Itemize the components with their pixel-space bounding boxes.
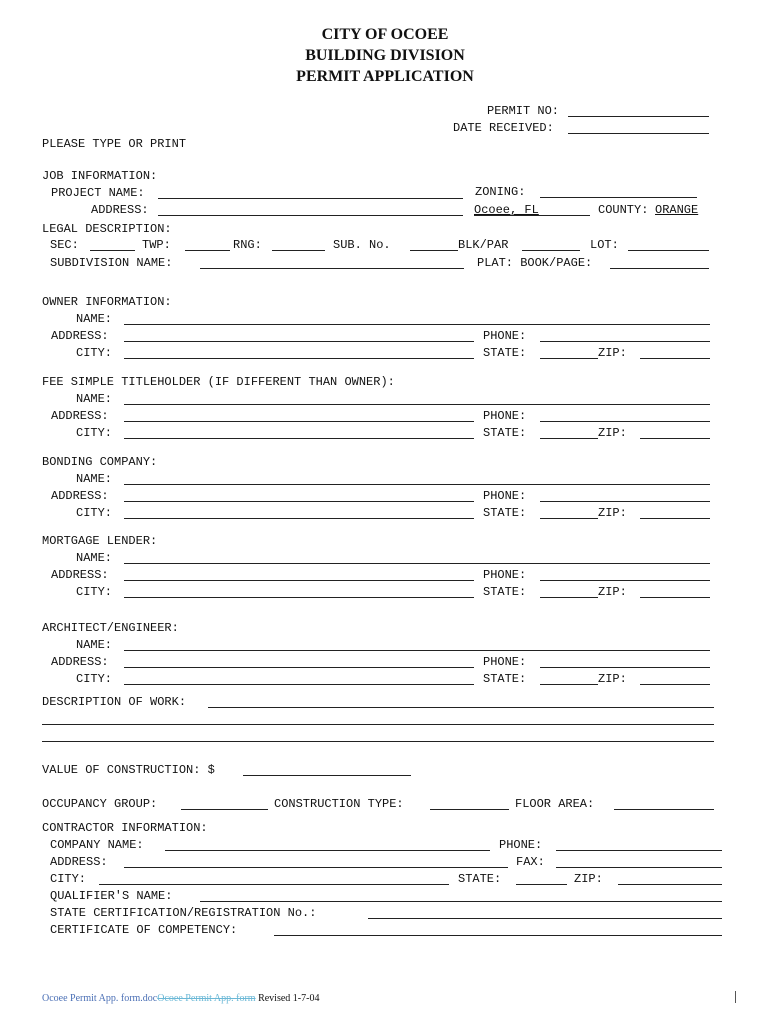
architect-phone-field[interactable] [540, 667, 710, 668]
project-name-field[interactable] [158, 198, 463, 199]
titleholder-phone-field[interactable] [540, 421, 710, 422]
mortgage-address-field[interactable] [124, 580, 474, 581]
architect-phone-label: PHONE: [483, 655, 527, 669]
rng-field[interactable] [272, 250, 325, 251]
job-info-heading: JOB INFORMATION: [42, 169, 158, 183]
floor-area-field[interactable] [614, 809, 714, 810]
owner-zip-field[interactable] [640, 358, 710, 359]
date-received-label: DATE RECEIVED: [453, 121, 554, 135]
titleholder-city-label: CITY: [76, 426, 113, 440]
titleholder-name-label: NAME: [76, 392, 113, 406]
architect-engineer-heading: ARCHITECT/ENGINEER: [42, 621, 179, 635]
contractor-address-label: ADDRESS: [50, 855, 108, 869]
job-address-field[interactable] [158, 215, 463, 216]
permit-no-field[interactable] [568, 116, 709, 117]
titleholder-state-field[interactable] [540, 438, 598, 439]
owner-state-field[interactable] [540, 358, 598, 359]
titleholder-name-field[interactable] [124, 404, 710, 405]
mortgage-phone-field[interactable] [540, 580, 710, 581]
bonding-zip-field[interactable] [640, 518, 710, 519]
owner-name-label: NAME: [76, 312, 113, 326]
architect-name-field[interactable] [124, 650, 710, 651]
contractor-state-label: STATE: [458, 872, 502, 886]
bonding-company-heading: BONDING COMPANY: [42, 455, 158, 469]
contractor-zip-label: ZIP: [574, 872, 603, 886]
mortgage-city-label: CITY: [76, 585, 113, 599]
state-certification-field[interactable] [368, 918, 722, 919]
architect-address-label: ADDRESS: [51, 655, 109, 669]
owner-name-field[interactable] [124, 324, 710, 325]
state-certification-label: STATE CERTIFICATION/REGISTRATION No.: [50, 906, 317, 920]
architect-city-field[interactable] [124, 684, 474, 685]
form-title-permit-application: PERMIT APPLICATION [296, 68, 474, 85]
construction-type-field[interactable] [430, 809, 509, 810]
architect-address-field[interactable] [124, 667, 474, 668]
lot-field[interactable] [628, 250, 709, 251]
titleholder-heading: FEE SIMPLE TITLEHOLDER (IF DIFFERENT THAN OWNER): [42, 375, 395, 389]
value-of-construction-field[interactable] [243, 775, 411, 776]
plat-book-page-label: PLAT: BOOK/PAGE: [477, 256, 593, 270]
mortgage-zip-field[interactable] [640, 597, 710, 598]
titleholder-city-field[interactable] [124, 438, 474, 439]
titleholder-zip-field[interactable] [640, 438, 710, 439]
job-city-underline [474, 215, 590, 216]
form-title-city: CITY OF OCOEE [321, 26, 449, 43]
bonding-phone-label: PHONE: [483, 489, 527, 503]
job-city-value: Ocoee, FL [474, 203, 539, 217]
mortgage-lender-heading: MORTGAGE LENDER: [42, 534, 158, 548]
architect-zip-label: ZIP: [598, 672, 627, 686]
legal-description-label: LEGAL DESCRIPTION: [42, 222, 172, 236]
bonding-city-field[interactable] [124, 518, 474, 519]
contractor-state-field[interactable] [516, 884, 567, 885]
sec-label: SEC: [50, 238, 79, 252]
plat-book-page-field[interactable] [610, 268, 709, 269]
subdivision-name-field[interactable] [200, 268, 464, 269]
bonding-name-field[interactable] [124, 484, 710, 485]
titleholder-address-label: ADDRESS: [51, 409, 109, 423]
twp-label: TWP: [142, 238, 171, 252]
mortgage-state-field[interactable] [540, 597, 598, 598]
bonding-state-field[interactable] [540, 518, 598, 519]
contractor-phone-label: PHONE: [499, 838, 543, 852]
contractor-zip-field[interactable] [618, 884, 722, 885]
job-address-label: ADDRESS: [91, 203, 149, 217]
bonding-address-label: ADDRESS: [51, 489, 109, 503]
footer-document-name: Ocoee Permit App. form.doc [42, 993, 158, 1004]
bonding-address-field[interactable] [124, 501, 474, 502]
contractor-address-field[interactable] [124, 867, 508, 868]
type-or-print-instruction: PLEASE TYPE OR PRINT [42, 137, 187, 151]
contractor-fax-label: FAX: [516, 855, 545, 869]
bonding-phone-field[interactable] [540, 501, 710, 502]
certificate-of-competency-label: CERTIFICATE OF COMPETENCY: [50, 923, 238, 937]
description-of-work-label: DESCRIPTION OF WORK: [42, 695, 187, 709]
occupancy-group-field[interactable] [181, 809, 268, 810]
titleholder-zip-label: ZIP: [598, 426, 627, 440]
contractor-phone-field[interactable] [556, 850, 722, 851]
owner-city-field[interactable] [124, 358, 474, 359]
contractor-city-label: CITY: [50, 872, 87, 886]
titleholder-state-label: STATE: [483, 426, 527, 440]
description-of-work-line-3[interactable] [42, 741, 714, 742]
architect-zip-field[interactable] [640, 684, 710, 685]
mortgage-name-label: NAME: [76, 551, 113, 565]
owner-phone-field[interactable] [540, 341, 710, 342]
contractor-fax-field[interactable] [556, 867, 722, 868]
bonding-name-label: NAME: [76, 472, 113, 486]
description-of-work-field[interactable] [208, 707, 714, 708]
mortgage-address-label: ADDRESS: [51, 568, 109, 582]
footer-revised-date: Revised 1-7-04 [255, 993, 320, 1004]
architect-state-field[interactable] [540, 684, 598, 685]
change-bar [735, 991, 736, 1003]
subdivision-name-label: SUBDIVISION NAME: [50, 256, 173, 270]
county-value: ORANGE [655, 203, 699, 217]
owner-phone-label: PHONE: [483, 329, 527, 343]
mortgage-zip-label: ZIP: [598, 585, 627, 599]
twp-field[interactable] [185, 250, 230, 251]
architect-state-label: STATE: [483, 672, 527, 686]
mortgage-state-label: STATE: [483, 585, 527, 599]
owner-info-heading: OWNER INFORMATION: [42, 295, 172, 309]
zoning-field[interactable] [540, 197, 697, 198]
contractor-info-heading: CONTRACTOR INFORMATION: [42, 821, 208, 835]
footer-deleted-name: Ocoee Permit App. form [157, 993, 256, 1004]
architect-city-label: CITY: [76, 672, 113, 686]
owner-city-label: CITY: [76, 346, 113, 360]
sub-no-label: SUB. No. [333, 238, 391, 252]
bonding-city-label: CITY: [76, 506, 113, 520]
blk-par-label: BLK/PAR [458, 238, 509, 252]
permit-no-label: PERMIT NO: [487, 104, 560, 118]
sub-no-field[interactable] [410, 250, 458, 251]
certificate-of-competency-field[interactable] [274, 935, 722, 936]
mortgage-city-field[interactable] [124, 597, 474, 598]
zoning-label: ZONING: [475, 185, 526, 199]
contractor-city-field[interactable] [99, 884, 449, 885]
mortgage-phone-label: PHONE: [483, 568, 527, 582]
page-footer [42, 993, 319, 1004]
mortgage-name-field[interactable] [124, 563, 710, 564]
sec-field[interactable] [90, 250, 135, 251]
company-name-field[interactable] [165, 850, 490, 851]
owner-state-label: STATE: [483, 346, 527, 360]
construction-type-label: CONSTRUCTION TYPE: [274, 797, 404, 811]
bonding-state-label: STATE: [483, 506, 527, 520]
description-of-work-line-2[interactable] [42, 724, 714, 725]
county-label: COUNTY: [598, 203, 649, 217]
rng-label: RNG: [233, 238, 262, 252]
architect-name-label: NAME: [76, 638, 113, 652]
occupancy-group-label: OCCUPANCY GROUP: [42, 797, 158, 811]
qualifier-name-label: QUALIFIER'S NAME: [50, 889, 173, 903]
titleholder-address-field[interactable] [124, 421, 474, 422]
lot-label: LOT: [590, 238, 619, 252]
floor-area-label: FLOOR AREA: [515, 797, 595, 811]
owner-address-label: ADDRESS: [51, 329, 109, 343]
titleholder-phone-label: PHONE: [483, 409, 527, 423]
date-received-field[interactable] [568, 133, 709, 134]
form-title-division: BUILDING DIVISION [305, 47, 465, 64]
project-name-label: PROJECT NAME: [51, 186, 145, 200]
owner-zip-label: ZIP: [598, 346, 627, 360]
company-name-label: COMPANY NAME: [50, 838, 144, 852]
bonding-zip-label: ZIP: [598, 506, 627, 520]
owner-address-field[interactable] [124, 341, 474, 342]
blk-par-field[interactable] [522, 250, 580, 251]
qualifier-name-field[interactable] [200, 901, 722, 902]
value-of-construction-label: VALUE OF CONSTRUCTION: $ [42, 763, 215, 777]
